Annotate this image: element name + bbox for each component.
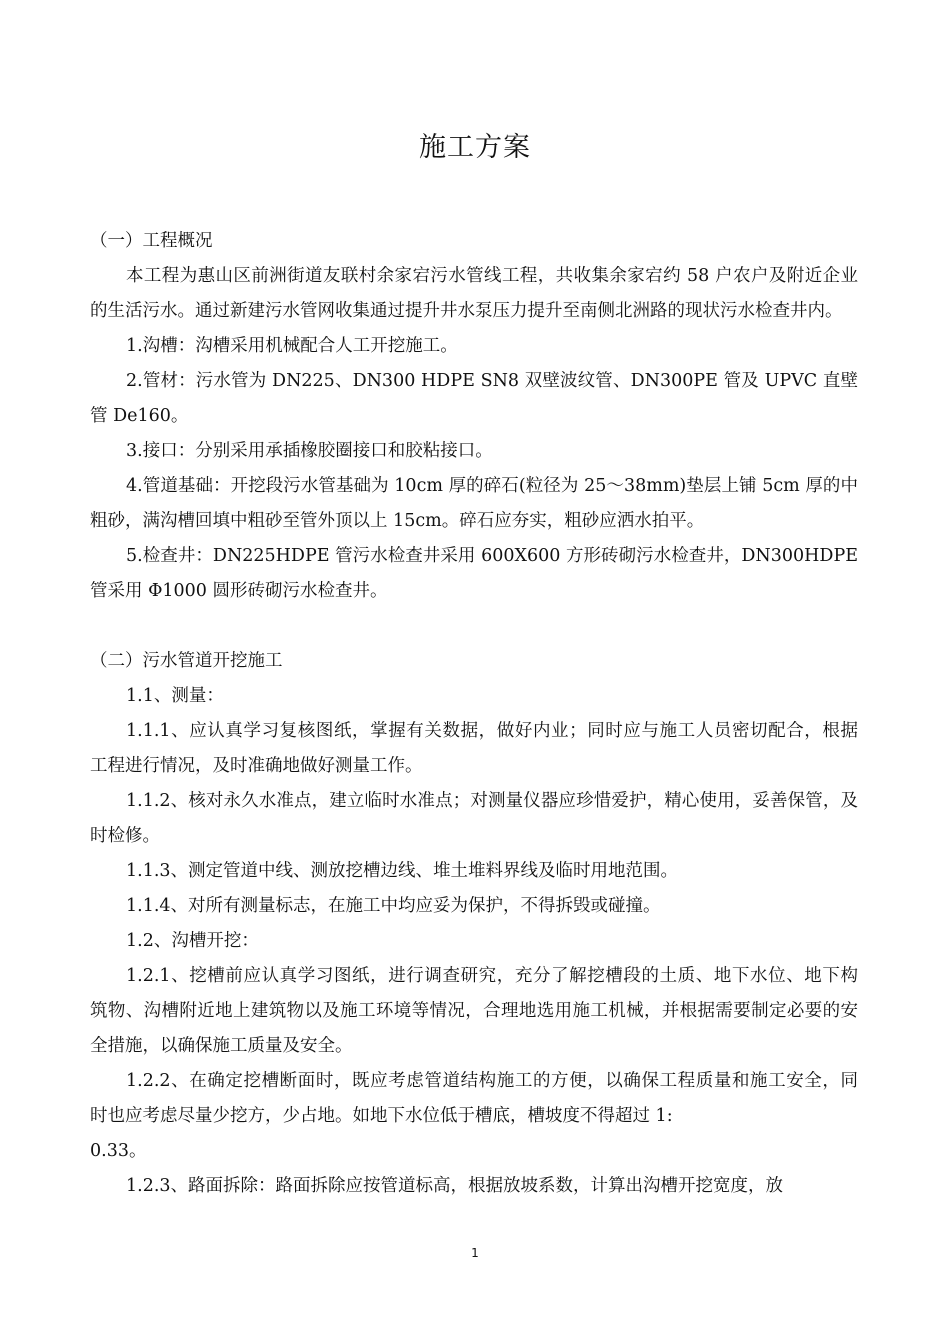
- paragraph: 1.1.3、测定管道中线、测放挖槽边线、堆土堆料界线及临时用地范围。: [126, 861, 679, 881]
- section-spacer: [90, 609, 858, 644]
- section-heading-excavation: （二）污水管道开挖施工: [90, 651, 283, 671]
- paragraph: 1.1.4、对所有测量标志，在施工中均应妥为保护，不得拆毁或碰撞。: [126, 896, 661, 916]
- paragraph: 1.2、沟槽开挖：: [126, 931, 259, 951]
- paragraph: 1.1、测量：: [126, 686, 224, 706]
- paragraph: 1.2.1、挖槽前应认真学习图纸，进行调查研究，充分了解挖槽段的土质、地下水位、地下构 筑物、沟槽附近地上建筑物以及施工环境等情况，合理地选用施工机械，并根据需要制定必要的安全措施，以确保施工质量及安全。: [90, 966, 858, 1056]
- paragraph: 1.2.3、路面拆除：路面拆除应按管道标高，根据放坡系数，计算出沟槽开挖宽度，放: [126, 1176, 784, 1196]
- page-number: 1: [471, 1246, 479, 1260]
- paragraph: 4.管道基础：开挖段污水管基础为 10cm 厚的碎石(粒径为 25～38mm)垫层上铺 5cm 厚的中粗砂，满沟槽回填中粗砂至管外顶以上 15cm。碎石应夯实，粗砂应洒水拍平。: [90, 476, 858, 531]
- paragraph-continuation: 0.33。: [90, 1141, 147, 1161]
- paragraph: 3.接口：分别采用承插橡胶圈接口和胶粘接口。: [126, 441, 493, 461]
- section-heading-overview: （一）工程概况: [90, 231, 213, 251]
- paragraph: 2.管材：污水管为 DN225、DN300 HDPE SN8 双壁波纹管、DN300PE 管及 UPVC 直壁管 De160。: [90, 371, 858, 426]
- paragraph: 1.2.2、在确定挖槽断面时，既应考虑管道结构施工的方便，以确保工程质量和施工安全，同 时也应考虑尽量少挖方，少占地。如地下水位低于槽底，槽坡度不得超过 1:: [90, 1071, 858, 1126]
- paragraph: 1.沟槽：沟槽采用机械配合人工开挖施工。: [126, 336, 458, 356]
- document-body: [90, 224, 858, 1204]
- paragraph: 5.检查井：DN225HDPE 管污水检查井采用 600X600 方形砖砌污水检查井，DN300HDPE 管采用 Φ1000 圆形砖砌污水检查井。: [90, 546, 858, 601]
- paragraph: 1.1.2、核对永久水准点，建立临时水准点；对测量仪器应珍惜爱护，精心使用，妥善保管，及时检修。: [90, 791, 858, 846]
- document-title: 施工方案: [419, 132, 531, 163]
- paragraph: 本工程为惠山区前洲街道友联村余家宕污水管线工程，共收集余家宕约 58 户农户及附近企业的生活污水。通过新建污水管网收集通过提升井水泵压力提升至南侧北洲路的现状污水检查井内。: [90, 266, 858, 321]
- paragraph: 1.1.1、应认真学习复核图纸，掌握有关数据，做好内业；同时应与施工人员密切配合，根据 工程进行情况，及时准确地做好测量工作。: [90, 721, 858, 776]
